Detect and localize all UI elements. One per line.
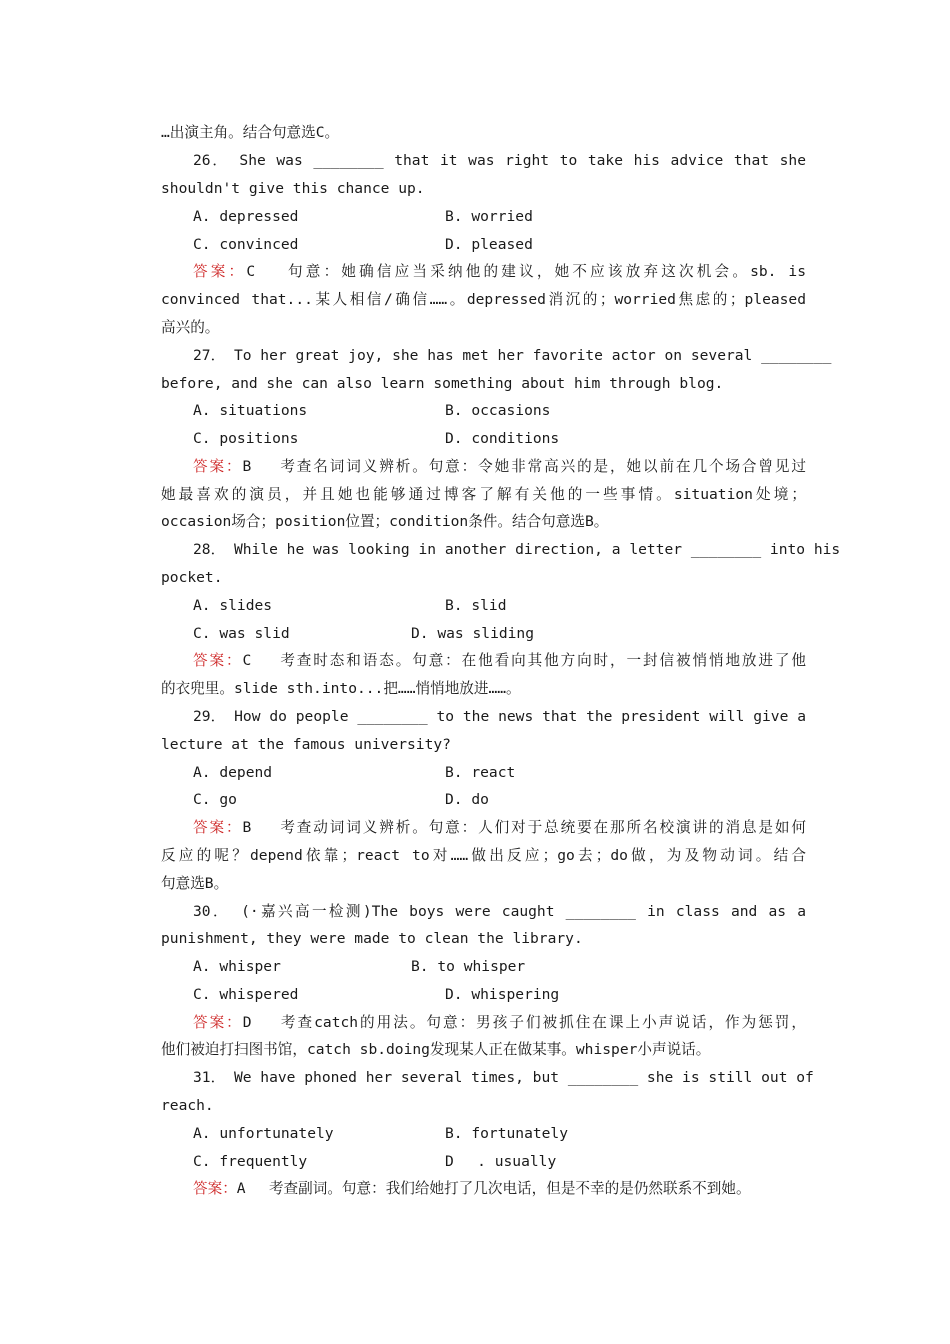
answer-explanation: 答案：C 考查时态和语态。句意：在他看向其他方向时，一封信被悄悄地放进了他 — [193, 652, 806, 669]
answer-explanation: convinced that...某人相信/确信……。depressed消沉的；worried焦虑的；pleased — [161, 291, 806, 308]
option-c: C. whispered — [193, 986, 299, 1003]
question-stem: 26． She was ________ that it was right to take his advice that she — [193, 152, 806, 169]
option-a: A. slides — [193, 597, 273, 614]
option-d: D. conditions — [445, 430, 560, 447]
option-b: B. worried — [445, 208, 533, 225]
option-c: C. was slid — [193, 625, 290, 642]
option-c: C. positions — [193, 430, 299, 447]
question-stem: shouldn't give this chance up. — [161, 180, 425, 197]
answer-label: 答案： — [193, 819, 243, 836]
option-d: D. whispering — [445, 986, 560, 1003]
answer-explanation: 句意选B。 — [161, 875, 229, 892]
option-b: B. fortunately — [445, 1125, 569, 1142]
option-d: D. pleased — [445, 236, 533, 253]
option-b: B. occasions — [445, 402, 551, 419]
answer-label: 答案： — [193, 263, 247, 280]
question-stem: 29． How do people ________ to the news that the president will give a — [193, 708, 806, 725]
option-a: A. situations — [193, 402, 308, 419]
answer-explanation: 答案：A 考查副词。句意：我们给她打了几次电话，但是不幸的是仍然联系不到她。 — [193, 1180, 751, 1197]
answer-explanation: 答案：B 考查名词词义辨析。句意：令她非常高兴的是，她以前在几个场合曾见过 — [193, 458, 806, 475]
answer-explanation: 答案：B 考查动词词义辨析。句意：人们对于总统要在那所名校演讲的消息是如何 — [193, 819, 806, 836]
option-b: B. to whisper — [411, 958, 526, 975]
lead-line: …出演主角。结合句意选C。 — [161, 124, 340, 141]
option-d: D . usually — [445, 1153, 557, 1170]
answer-explanation: 答案：C 句意：她确信应当采纳他的建议，她不应该放弃这次机会。sb. is — [193, 263, 806, 280]
option-d: D. was sliding — [411, 625, 535, 642]
answer-label: 答案： — [193, 458, 243, 475]
answer-label: 答案： — [193, 1014, 243, 1031]
question-stem: before, and she can also learn something about him through blog. — [161, 375, 724, 392]
question-stem: pocket. — [161, 569, 223, 586]
answer-explanation: 她最喜欢的演员，并且她也能够通过博客了解有关他的一些事情。situation处境； — [161, 486, 806, 503]
option-b: B. slid — [445, 597, 507, 614]
answer-explanation: 他们被迫打扫图书馆，catch sb.doing发现某人正在做某事。whisper小声说话。 — [161, 1041, 711, 1058]
answer-explanation: 高兴的。 — [161, 319, 220, 336]
question-stem: reach. — [161, 1097, 214, 1114]
option-a: A. depend — [193, 764, 273, 781]
question-stem: 30． (·嘉兴高一检测)The boys were caught ________ in class and as a — [193, 903, 806, 920]
option-c: C. go — [193, 791, 237, 808]
answer-explanation: 答案：D 考查catch的用法。句意：男孩子们被抓住在课上小声说话，作为惩罚， — [193, 1014, 806, 1031]
answer-explanation: 的衣兜里。slide sth.into...把……悄悄地放进……。 — [161, 680, 521, 697]
question-stem: lecture at the famous university? — [161, 736, 451, 753]
answer-explanation: 反应的呢？depend依靠；react to对……做出反应；go去；do做，为及物动词。结合 — [161, 847, 806, 864]
question-stem: 28． While he was looking in another direction, a letter ________ into his — [193, 541, 841, 558]
option-a: A. unfortunately — [193, 1125, 334, 1142]
option-a: A. whisper — [193, 958, 281, 975]
question-stem: 27． To her great joy, she has met her favorite actor on several ________ — [193, 347, 832, 364]
answer-label: 答案： — [193, 1180, 237, 1197]
option-b: B. react — [445, 764, 516, 781]
option-c: C. convinced — [193, 236, 299, 253]
question-stem: 31． We have phoned her several times, but ________ she is still out of — [193, 1069, 814, 1086]
option-d: D. do — [445, 791, 489, 808]
answer-label: 答案： — [193, 652, 243, 669]
answer-explanation: occasion场合；position位置；condition条件。结合句意选B。 — [161, 513, 609, 530]
option-a: A. depressed — [193, 208, 299, 225]
question-stem: punishment, they were made to clean the library. — [161, 930, 583, 947]
option-c: C. frequently — [193, 1153, 308, 1170]
